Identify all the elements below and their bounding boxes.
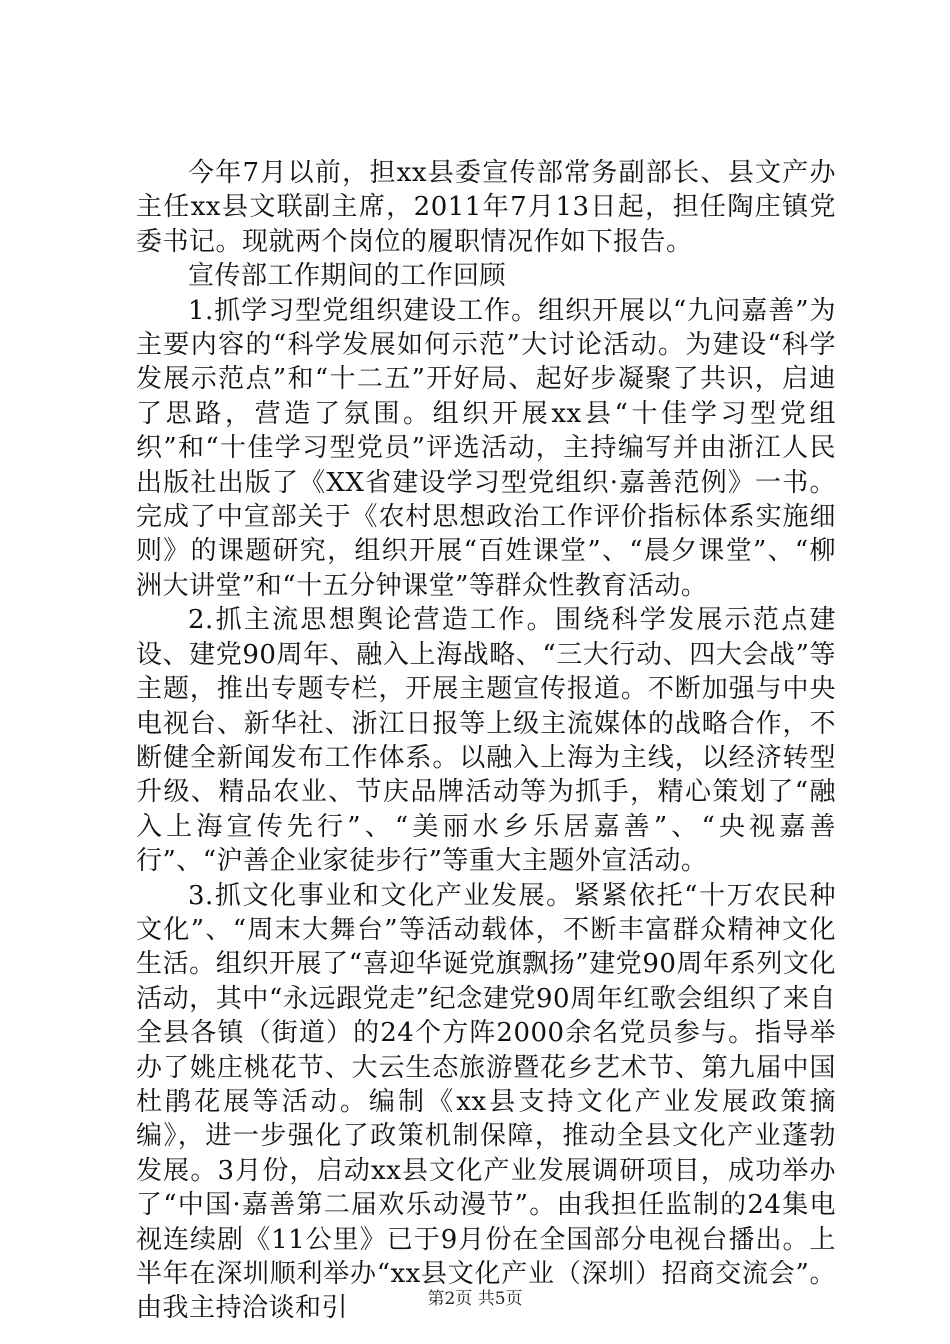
paragraph-item-1: 1.抓学习型党组织建设工作。组织开展以“九问嘉善”为主要内容的“科学发展如何示范”大讨论活动。为建设“科学发展示范点”和“十二五”开好局、起好步凝聚了共识，启迪了思路，营造了氛围。组织开展xx县“十佳学习型党组织”和“十佳学习型党员”评选活动，主持编写并由浙江人民出版社出版了《XX省建设学习型党组织·嘉善范例》一书。完成了中宣部关于《农村思想政治工作评价指标体系实施细则》的课题研究，组织开展“百姓课堂”、“晨夕课堂”、“柳洲大讲堂”和“十五分钟课堂”等群众性教育活动。 <box>136 295 836 601</box>
paragraph-item-2: 2.抓主流思想舆论营造工作。围绕科学发展示范点建设、建党90周年、融入上海战略、“三大行动、四大会战”等主题，推出专题专栏，开展主题宣传报道。不断加强与中央电视台、新华社、浙江日报等上级主流媒体的战略合作，不断健全新闻发布工作体系。以融入上海为主线，以经济转型升级、精品农业、节庆品牌活动等为抓手，精心策划了“融入上海宣传先行”、“美丽水乡乐居嘉善”、“央视嘉善行”、“沪善企业家徒步行”等重大主题外宣活动。 <box>136 605 836 877</box>
section-heading: 宣传部工作期间的工作回顾 <box>188 261 507 292</box>
paragraph-intro: 今年7月以前，担xx县委宣传部常务副部长、县文产办主任xx县文联副主席，2011年7月13日起，担任陶庄镇党委书记。现就两个岗位的履职情况作如下报告。 <box>136 158 836 257</box>
paragraph-item-3: 3.抓文化事业和文化产业发展。紧紧依托“十万农民种文化”、“周末大舞台”等活动载体，不断丰富群众精神文化生活。组织开展了“喜迎华诞党旗飘扬”建党90周年系列文化活动，其中“永远跟党走”纪念建党90周年红歌会组织了来自全县各镇（街道）的24个方阵2000余名党员参与。指导举办了姚庄桃花节、大云生态旅游暨花乡艺术节、第九届中国杜鹃花展等活动。编制《xx县支持文化产业发展政策摘编》，进一步强化了政策机制保障，推动全县文化产业蓬勃发展。3月份，启动xx县文化产业发展调研项目，成功举办了“中国·嘉善第二届欢乐动漫节”。由我担任监制的24集电视连续剧《11公里》已于9月份在全国部分电视台播出。上半年在深圳顺利举办“xx县文化产业（深圳）招商交流会”。由我主持洽谈和引 <box>136 880 836 1324</box>
page-number-footer: 第2页 共5页 <box>427 1289 523 1309</box>
document-body <box>136 156 836 1326</box>
